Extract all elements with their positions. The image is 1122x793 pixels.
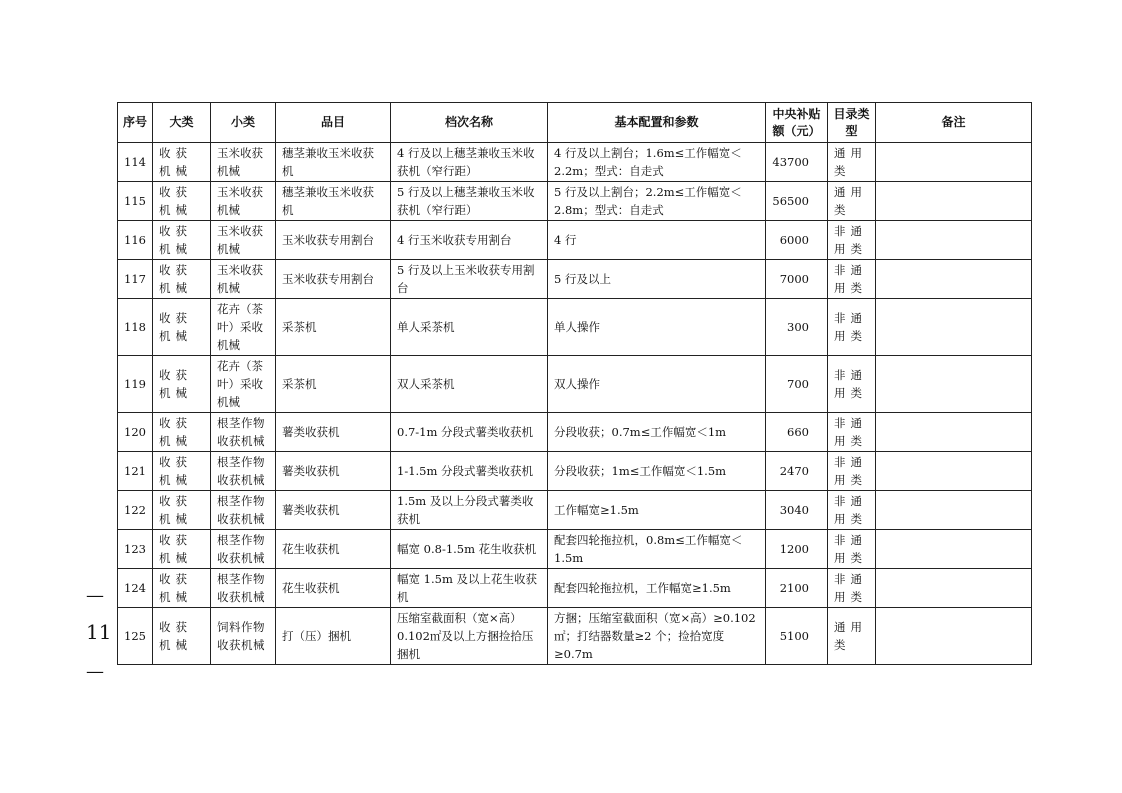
cell-catalog-type: 非通用类 [828,530,876,569]
cell-item: 花生收获机 [276,530,391,569]
cell-catalog-type: 非通用类 [828,452,876,491]
header-row [118,103,1032,143]
cell-item: 穗茎兼收玉米收获机 [276,182,391,221]
cell-remarks [876,452,1032,491]
cell-subcategory: 玉米收获机械 [211,182,276,221]
cell-remarks [876,608,1032,665]
cell-category: 收获机械 [153,260,211,299]
cell-no: 125 [118,608,153,665]
cell-subsidy: 2100 [766,569,828,608]
cell-grade-name: 幅宽 0.8-1.5m 花生收获机 [391,530,548,569]
header-catalog-type: 目录类型 [828,103,876,143]
cell-config: 4 行 [548,221,766,260]
table-row [118,182,1032,221]
cell-subsidy: 3040 [766,491,828,530]
header-item: 品目 [276,103,391,143]
page-number-dash-top: — [86,585,104,606]
table-row [118,608,1032,665]
cell-catalog-type: 非通用类 [828,260,876,299]
cell-config: 方捆；压缩室截面积（宽×高）≥0.102㎡；打结器数量≥2 个；捡拾宽度≥0.7m [548,608,766,665]
table-row [118,221,1032,260]
cell-category: 收获机械 [153,299,211,356]
cell-config: 工作幅宽≥1.5m [548,491,766,530]
cell-no: 116 [118,221,153,260]
table-row [118,143,1032,182]
table-row [118,491,1032,530]
cell-config: 分段收获；0.7m≤工作幅宽＜1m [548,413,766,452]
cell-subcategory: 根茎作物收获机械 [211,491,276,530]
cell-subcategory: 饲料作物收获机械 [211,608,276,665]
cell-config: 分段收获；1m≤工作幅宽＜1.5m [548,452,766,491]
cell-remarks [876,530,1032,569]
cell-config: 配套四轮拖拉机，0.8m≤工作幅宽＜1.5m [548,530,766,569]
cell-no: 117 [118,260,153,299]
table-row [118,452,1032,491]
cell-grade-name: 5 行及以上玉米收获专用割台 [391,260,548,299]
cell-catalog-type: 通用类 [828,182,876,221]
cell-catalog-type: 通用类 [828,143,876,182]
cell-no: 115 [118,182,153,221]
cell-category: 收获机械 [153,608,211,665]
cell-item: 玉米收获专用割台 [276,221,391,260]
cell-config: 单人操作 [548,299,766,356]
cell-remarks [876,182,1032,221]
cell-subsidy: 7000 [766,260,828,299]
cell-catalog-type: 非通用类 [828,569,876,608]
cell-subsidy: 56500 [766,182,828,221]
cell-subsidy: 43700 [766,143,828,182]
cell-catalog-type: 非通用类 [828,299,876,356]
cell-no: 124 [118,569,153,608]
table-row [118,530,1032,569]
cell-category: 收获机械 [153,491,211,530]
cell-subsidy: 300 [766,299,828,356]
cell-subsidy: 660 [766,413,828,452]
cell-grade-name: 1-1.5m 分段式薯类收获机 [391,452,548,491]
cell-subsidy: 2470 [766,452,828,491]
cell-category: 收获机械 [153,413,211,452]
cell-remarks [876,260,1032,299]
cell-item: 穗茎兼收玉米收获机 [276,143,391,182]
cell-no: 114 [118,143,153,182]
cell-category: 收获机械 [153,221,211,260]
cell-no: 118 [118,299,153,356]
cell-no: 122 [118,491,153,530]
header-config: 基本配置和参数 [548,103,766,143]
cell-config: 配套四轮拖拉机，工作幅宽≥1.5m [548,569,766,608]
table-body [118,143,1032,665]
cell-item: 采茶机 [276,356,391,413]
cell-catalog-type: 非通用类 [828,221,876,260]
header-subsidy: 中央补贴额（元） [766,103,828,143]
cell-grade-name: 幅宽 1.5m 及以上花生收获机 [391,569,548,608]
cell-subcategory: 根茎作物收获机械 [211,413,276,452]
table-header [118,103,1032,143]
cell-remarks [876,491,1032,530]
cell-item: 薯类收获机 [276,413,391,452]
subsidy-table [117,102,1032,665]
cell-no: 123 [118,530,153,569]
cell-subsidy: 5100 [766,608,828,665]
cell-remarks [876,569,1032,608]
cell-grade-name: 5 行及以上穗茎兼收玉米收获机（窄行距） [391,182,548,221]
table-row [118,356,1032,413]
cell-subcategory: 玉米收获机械 [211,260,276,299]
cell-grade-name: 1.5m 及以上分段式薯类收获机 [391,491,548,530]
cell-grade-name: 4 行及以上穗茎兼收玉米收获机（窄行距） [391,143,548,182]
table-row [118,299,1032,356]
cell-catalog-type: 非通用类 [828,491,876,530]
cell-catalog-type: 非通用类 [828,356,876,413]
cell-catalog-type: 非通用类 [828,413,876,452]
cell-no: 120 [118,413,153,452]
cell-grade-name: 0.7-1m 分段式薯类收获机 [391,413,548,452]
header-subcategory: 小类 [211,103,276,143]
cell-subcategory: 花卉（茶叶）采收机械 [211,356,276,413]
cell-grade-name: 单人采茶机 [391,299,548,356]
cell-no: 119 [118,356,153,413]
cell-remarks [876,299,1032,356]
cell-item: 采茶机 [276,299,391,356]
cell-category: 收获机械 [153,143,211,182]
header-no: 序号 [118,103,153,143]
cell-config: 5 行及以上 [548,260,766,299]
cell-item: 玉米收获专用割台 [276,260,391,299]
table-row [118,260,1032,299]
cell-category: 收获机械 [153,530,211,569]
cell-subsidy: 1200 [766,530,828,569]
cell-subcategory: 根茎作物收获机械 [211,569,276,608]
cell-grade-name: 4 行玉米收获专用割台 [391,221,548,260]
cell-item: 薯类收获机 [276,452,391,491]
header-category: 大类 [153,103,211,143]
cell-remarks [876,221,1032,260]
cell-remarks [876,413,1032,452]
cell-subsidy: 6000 [766,221,828,260]
cell-grade-name: 双人采茶机 [391,356,548,413]
cell-category: 收获机械 [153,569,211,608]
cell-remarks [876,143,1032,182]
cell-grade-name: 压缩室截面积（宽×高）0.102㎡及以上方捆捡拾压捆机 [391,608,548,665]
page-number: 11 [86,620,112,644]
cell-item: 花生收获机 [276,569,391,608]
cell-category: 收获机械 [153,182,211,221]
cell-subsidy: 700 [766,356,828,413]
table-row [118,569,1032,608]
cell-category: 收获机械 [153,356,211,413]
table-row [118,413,1032,452]
page-number-dash-bottom: — [86,661,104,682]
cell-config: 4 行及以上割台；1.6m≤工作幅宽＜2.2m；型式：自走式 [548,143,766,182]
cell-config: 双人操作 [548,356,766,413]
cell-subcategory: 玉米收获机械 [211,143,276,182]
cell-item: 打（压）捆机 [276,608,391,665]
header-remarks: 备注 [876,103,1032,143]
header-grade-name: 档次名称 [391,103,548,143]
cell-subcategory: 根茎作物收获机械 [211,452,276,491]
cell-catalog-type: 通用类 [828,608,876,665]
cell-subcategory: 玉米收获机械 [211,221,276,260]
cell-config: 5 行及以上割台；2.2m≤工作幅宽＜2.8m；型式：自走式 [548,182,766,221]
cell-subcategory: 根茎作物收获机械 [211,530,276,569]
cell-item: 薯类收获机 [276,491,391,530]
cell-remarks [876,356,1032,413]
cell-no: 121 [118,452,153,491]
cell-subcategory: 花卉（茶叶）采收机械 [211,299,276,356]
cell-category: 收获机械 [153,452,211,491]
